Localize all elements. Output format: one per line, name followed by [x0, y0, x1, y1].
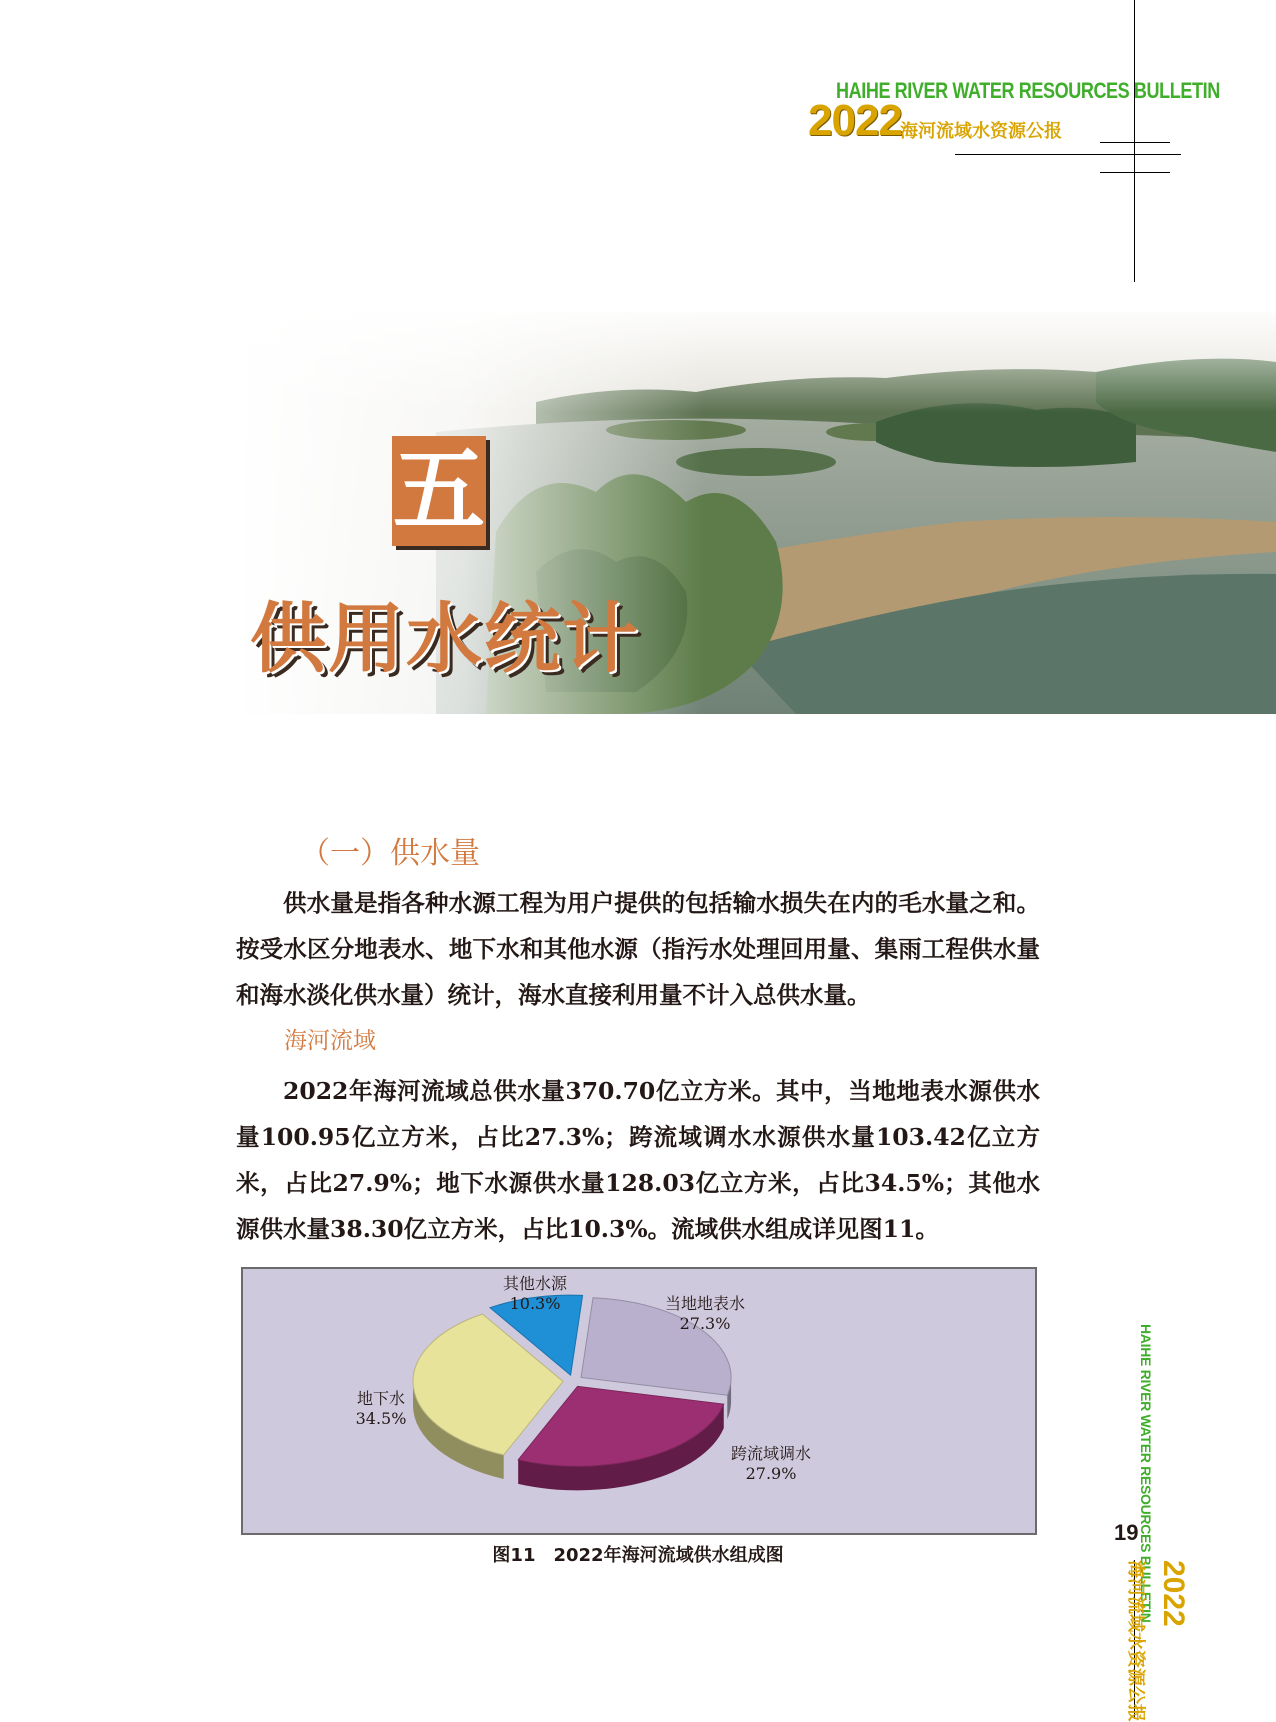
- crop-mark-vertical-top: [1134, 0, 1135, 282]
- pie-label-value-1: 27.9%: [745, 1464, 797, 1483]
- chart-frame: [241, 1267, 1037, 1535]
- margin-title-cn: 海河流域水资源公报: [1125, 1560, 1146, 1722]
- pie-chart: [243, 1269, 1035, 1533]
- header-title-en: HAIHE RIVER WATER RESOURCES BULLETIN: [836, 78, 1220, 103]
- figure-caption: 图11 2022年海河流域供水组成图: [492, 1545, 784, 1566]
- header-year: 2022: [808, 96, 902, 145]
- section-title: （一）供水量: [300, 836, 480, 871]
- header-title-cn: 海河流域水资源公报: [900, 121, 1062, 142]
- margin-year: 2022: [1157, 1560, 1190, 1627]
- crop-mark-horizontal-3: [1100, 172, 1170, 173]
- pie-label-value-2: 34.5%: [355, 1409, 407, 1428]
- pie-label-name-0: 当地地表水: [664, 1294, 746, 1313]
- paragraph-definition: 供水量是指各种水源工程为用户提供的包括输水损失在内的毛水量之和。按受水区分地表水、地下水和其他水源（指污水处理回用量、集雨工程供水量和海水淡化供水量）统计，海水直接利用量不计入总供水量。: [236, 889, 1040, 1009]
- crop-mark-horizontal-2: [955, 154, 1181, 155]
- pie-label-name-1: 跨流域调水: [730, 1444, 812, 1463]
- subsection-heading: 海河流域: [284, 1028, 376, 1054]
- chapter-title: 供用水统计: [250, 594, 640, 683]
- pie-label-name-2: 地下水: [356, 1389, 406, 1408]
- pie-label-name-3: 其他水源: [502, 1274, 568, 1293]
- chapter-number: 五: [392, 437, 485, 544]
- page-number: 19: [1114, 1520, 1139, 1545]
- paragraph-statistics: 2022年海河流域总供水量370.70亿立方米。其中，当地地表水源供水量100.95亿立方米，占比27.3%；跨流域调水水源供水量103.42亿立方米，占比27.9%；地下水源供水量128.03亿立方米，占比34.5%；其他水源供水量38.30亿立方米，占比10.3%。流域供水组成详见图11。: [236, 1077, 1040, 1243]
- margin-title-en: HAIHE RIVER WATER RESOURCES BULLETIN: [1138, 1324, 1154, 1623]
- crop-mark-horizontal-1: [1100, 142, 1170, 143]
- pie-label-value-0: 27.3%: [679, 1314, 731, 1333]
- pie-label-value-3: 10.3%: [509, 1294, 561, 1313]
